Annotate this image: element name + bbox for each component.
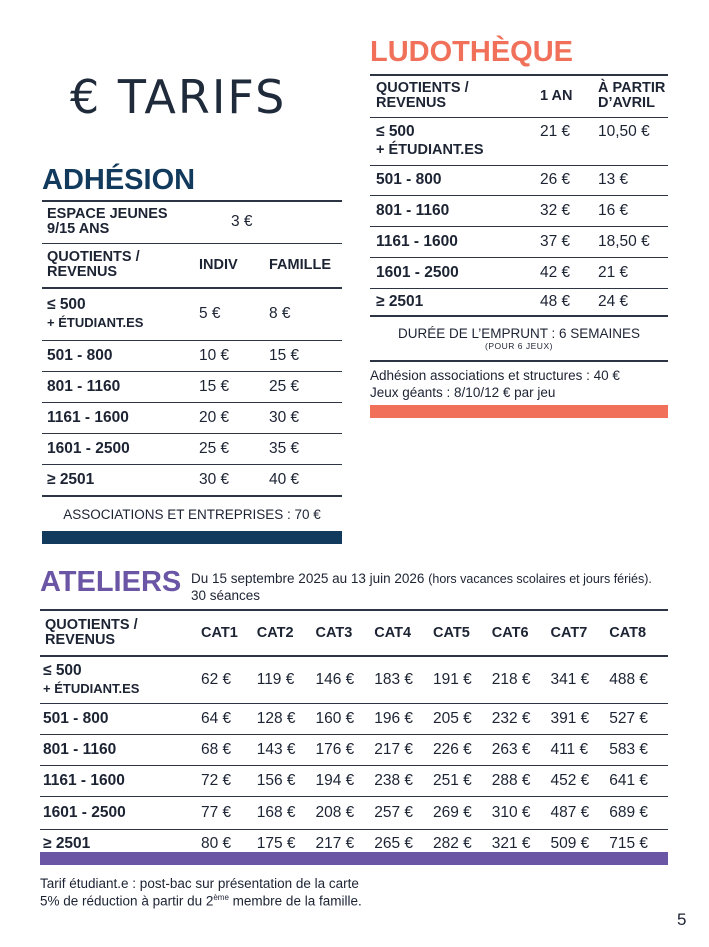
cell-1an: 37 €	[540, 226, 598, 257]
cell-cat5: 205 €	[433, 703, 492, 734]
row-label-text: ≤ 500	[43, 661, 82, 679]
row-sublabel: + ÉTUDIANT.ES	[47, 315, 144, 331]
cell-cat2: 156 €	[257, 765, 316, 796]
row-sublabel: + ÉTUDIANT.ES	[43, 680, 140, 696]
header-line: À PARTIR	[598, 80, 666, 97]
espace-jeunes-price: 3 €	[231, 213, 253, 231]
cell-cat4: 238 €	[374, 765, 433, 796]
row-label-text: ≤ 500	[47, 296, 86, 314]
cell-avril: 24 €	[598, 288, 668, 316]
adhesion-color-bar	[42, 531, 342, 544]
row-label	[40, 734, 201, 765]
ateliers-header-cat8: CAT8	[609, 610, 668, 656]
cell-cat2: 168 €	[257, 796, 316, 829]
ateliers-header-cat4: CAT4	[374, 610, 433, 656]
row-label: 501 - 800	[42, 340, 199, 371]
espace-jeunes-row	[42, 201, 342, 243]
cell-cat4: 265 €	[374, 834, 414, 852]
label-line: 9/15 ANS	[47, 221, 110, 238]
ateliers-header-cat3: CAT3	[315, 610, 374, 656]
cell-cat3: 176 €	[315, 734, 374, 765]
row-label-text: 1161 - 1600	[43, 771, 125, 789]
header-line: D’AVRIL	[598, 95, 655, 112]
cell-indiv: 10 €	[199, 340, 269, 371]
ateliers-dates	[191, 571, 652, 586]
table-row	[370, 195, 668, 226]
ludotheque-header-avril	[598, 75, 668, 117]
row-label-text: 1601 - 2500	[43, 803, 126, 821]
ludotheque-header-quotients	[370, 75, 540, 117]
cell-famille: 35 €	[269, 433, 342, 464]
dates-note: (hors vacances scolaires et jours fériés).	[428, 572, 652, 586]
cell-avril: 10,50 €	[598, 117, 668, 165]
footnote-text: membre de la famille.	[228, 893, 362, 909]
cell-cat2: 128 €	[257, 703, 316, 734]
cell-cat8: 583 €	[609, 734, 668, 765]
ludotheque-color-bar	[370, 405, 668, 418]
adhesion-header-indiv: INDIV	[199, 243, 269, 288]
ludotheque-header-row	[370, 75, 668, 117]
ludotheque-note-associations: Adhésion associations et structures : 40 €	[370, 368, 620, 383]
cell-1an: 48 €	[540, 288, 598, 316]
header-line: REVENUS	[45, 632, 116, 648]
cell-1an: 42 €	[540, 257, 598, 288]
ludotheque-table	[370, 74, 668, 317]
table-row	[42, 288, 342, 340]
page-number: 5	[677, 910, 687, 929]
ateliers-header-cat5: CAT5	[433, 610, 492, 656]
cell-cat2: 175 €	[256, 834, 296, 852]
cell-cat6: 321 €	[491, 834, 531, 852]
cell-cat5: 282 €	[432, 834, 472, 852]
footnote-etudiant: Tarif étudiant.e : post-bac sur présentation de la carte	[40, 876, 359, 891]
cell-cat7: 487 €	[550, 796, 609, 829]
ateliers-header-cat6: CAT6	[492, 610, 551, 656]
header-line: QUOTIENTS /	[47, 249, 140, 266]
cell-cat8: 488 €	[609, 656, 668, 703]
cell-cat3: 160 €	[315, 703, 374, 734]
table-row	[42, 340, 342, 371]
row-label	[40, 796, 201, 829]
cell-cat6: 310 €	[492, 796, 551, 829]
row-label	[370, 117, 540, 165]
cell-avril: 16 €	[598, 195, 668, 226]
ludotheque-header-1an: 1 AN	[540, 75, 598, 117]
ateliers-seances: 30 séances	[191, 588, 261, 603]
cell-famille: 8 €	[269, 288, 342, 340]
row-label: 1161 - 1600	[42, 402, 199, 433]
table-row	[40, 765, 668, 796]
row-label-text: 801 - 1160	[43, 740, 117, 758]
cell-cat1: 77 €	[201, 796, 257, 829]
row-label	[40, 765, 201, 796]
ateliers-body	[40, 656, 668, 858]
label-line: ESPACE JEUNES	[47, 206, 168, 223]
adhesion-title: ADHÉSION	[42, 164, 196, 196]
table-row	[370, 288, 668, 316]
ludotheque-title: LUDOTHÈQUE	[370, 36, 573, 68]
cell-cat5: 191 €	[433, 656, 492, 703]
duree-subtext: (POUR 6 JEUX)	[485, 341, 553, 351]
cell-cat6: 288 €	[492, 765, 551, 796]
adhesion-footer: ASSOCIATIONS ET ENTREPRISES : 70 €	[63, 507, 321, 522]
cell-avril: 18,50 €	[598, 226, 668, 257]
row-sublabel: + ÉTUDIANT.ES	[376, 141, 484, 158]
dates-text: Du 15 septembre 2025 au 13 juin 2026	[191, 571, 425, 586]
footnote-reduction	[40, 893, 362, 909]
row-label: 1601 - 2500	[370, 257, 540, 288]
row-label: ≥ 2501	[370, 288, 540, 316]
header-line: REVENUS	[376, 95, 447, 112]
row-label: 801 - 1160	[42, 371, 199, 402]
cell-avril: 21 €	[598, 257, 668, 288]
cell-1an: 26 €	[540, 165, 598, 195]
cell-famille: 25 €	[269, 371, 342, 402]
cell-cat2: 119 €	[257, 656, 316, 703]
ludotheque-note-jeux-geants: Jeux géants : 8/10/12 € par jeu	[370, 385, 556, 400]
cell-cat5: 269 €	[433, 796, 492, 829]
header-line: REVENUS	[47, 264, 118, 281]
adhesion-header-row	[42, 243, 342, 288]
cell-cat7: 509 €	[550, 834, 590, 852]
cell-indiv: 5 €	[199, 288, 269, 340]
ateliers-color-bar	[40, 852, 668, 865]
cell-indiv: 30 €	[199, 464, 269, 496]
cell-cat5: 251 €	[433, 765, 492, 796]
cell-cat4: 257 €	[374, 796, 433, 829]
row-label: 1161 - 1600	[370, 226, 540, 257]
ludotheque-duree	[370, 326, 668, 351]
cell-cat7: 391 €	[550, 703, 609, 734]
cell-cat6: 263 €	[492, 734, 551, 765]
cell-indiv: 25 €	[199, 433, 269, 464]
ateliers-header-row	[40, 610, 668, 656]
row-label-text: ≤ 500	[376, 122, 415, 140]
cell-cat1: 80 €	[201, 834, 232, 852]
table-row	[42, 402, 342, 433]
cell-cat5: 226 €	[433, 734, 492, 765]
cell-indiv: 20 €	[199, 402, 269, 433]
cell-cat1: 62 €	[201, 656, 257, 703]
ateliers-header-cat7: CAT7	[550, 610, 609, 656]
adhesion-table	[42, 200, 342, 497]
header-line: QUOTIENTS /	[376, 80, 469, 97]
ateliers-header-cat2: CAT2	[257, 610, 316, 656]
table-row	[40, 656, 668, 703]
row-label	[40, 656, 201, 703]
cell-cat3: 217 €	[315, 834, 355, 852]
cell-cat3: 208 €	[315, 796, 374, 829]
cell-cat7: 341 €	[550, 656, 609, 703]
cell-cat1: 64 €	[201, 703, 257, 734]
cell-cat2: 143 €	[257, 734, 316, 765]
footnote-text: 5% de réduction à partir du 2	[40, 893, 214, 909]
table-row	[42, 371, 342, 402]
cell-cat7: 452 €	[550, 765, 609, 796]
cell-cat6: 232 €	[492, 703, 551, 734]
footnote-superscript: ème	[213, 893, 229, 902]
table-row	[370, 117, 668, 165]
cell-cat1: 68 €	[201, 734, 257, 765]
table-row	[40, 796, 668, 829]
adhesion-header-quotients	[42, 243, 199, 288]
cell-cat4: 183 €	[374, 656, 433, 703]
cell-cat6: 218 €	[492, 656, 551, 703]
row-label: 1601 - 2500	[42, 433, 199, 464]
cell-cat8: 527 €	[609, 703, 668, 734]
cell-indiv: 15 €	[199, 371, 269, 402]
cell-cat8: 641 €	[609, 765, 668, 796]
cell-avril: 13 €	[598, 165, 668, 195]
ateliers-header-quotients	[40, 610, 201, 656]
cell-famille: 30 €	[269, 402, 342, 433]
table-row	[370, 226, 668, 257]
cell-cat3: 194 €	[315, 765, 374, 796]
row-label	[40, 703, 201, 734]
cell-1an: 21 €	[540, 117, 598, 165]
cell-famille: 15 €	[269, 340, 342, 371]
divider	[370, 360, 668, 362]
table-row	[42, 464, 342, 496]
cell-1an: 32 €	[540, 195, 598, 226]
ateliers-title: ATELIERS	[40, 566, 182, 598]
cell-famille: 40 €	[269, 464, 342, 496]
ateliers-table	[40, 609, 668, 858]
table-row	[42, 433, 342, 464]
adhesion-header-famille: FAMILLE	[269, 243, 342, 288]
espace-jeunes-value	[231, 201, 342, 243]
row-label: ≥ 2501	[42, 464, 199, 496]
row-label: 501 - 800	[370, 165, 540, 195]
page-title: € TARIFS	[70, 70, 287, 124]
table-row	[370, 257, 668, 288]
row-label	[42, 288, 199, 340]
table-row	[40, 703, 668, 734]
table-row	[370, 165, 668, 195]
cell-cat8: 715 €	[609, 834, 649, 852]
ateliers-header-cat1: CAT1	[201, 610, 257, 656]
cell-cat8: 689 €	[609, 796, 668, 829]
row-label-text: 501 - 800	[43, 709, 109, 727]
header-line: QUOTIENTS /	[45, 617, 138, 633]
cell-cat7: 411 €	[550, 734, 609, 765]
cell-cat4: 217 €	[374, 734, 433, 765]
cell-cat4: 196 €	[374, 703, 433, 734]
table-row	[40, 734, 668, 765]
row-label: 801 - 1160	[370, 195, 540, 226]
cell-cat1: 72 €	[201, 765, 257, 796]
row-label-text: ≥ 2501	[43, 834, 91, 852]
duree-text: DURÉE DE L’EMPRUNT : 6 SEMAINES	[397, 326, 641, 341]
cell-cat3: 146 €	[315, 656, 374, 703]
